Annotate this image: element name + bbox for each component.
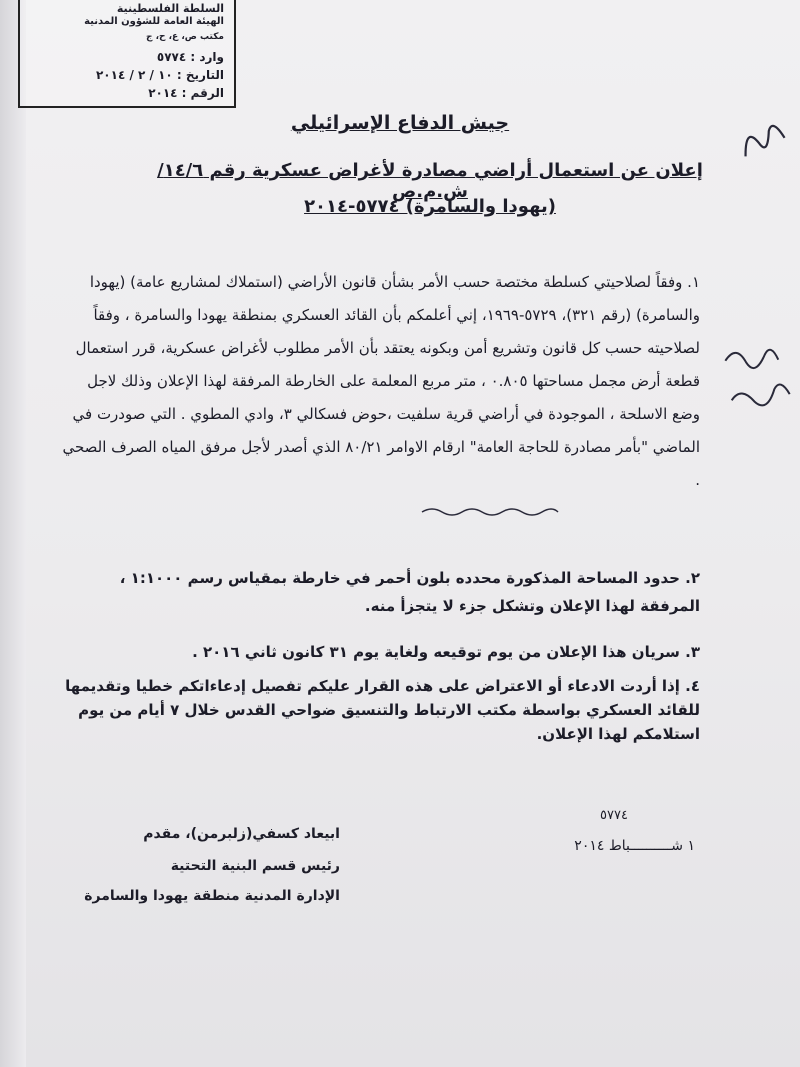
handwritten-margin-note-side [711, 329, 798, 432]
stamp-agency: الهيئة العامة للشؤون المدنية [84, 16, 224, 27]
stamp-number: الرقم : ٢٠١٤ [148, 86, 224, 100]
document-subject-line2: (يهودا والسامرة) ٥٧٧٤-٢٠١٤ [304, 196, 556, 217]
handwritten-margin-note-top [729, 106, 800, 177]
paragraph-3: ٣. سريان هذا الإعلان من يوم توقيعه ولغاية يوم ٣١ كانون ثاني ٢٠١٦ . [192, 643, 700, 661]
document-subject-line1: إعلان عن استعمال أراضي مصادرة لأغراض عسكرية رقم ١٤/٦/ ش.م.ص [157, 160, 703, 202]
stamp-authority: السلطة الفلسطينية [116, 2, 224, 15]
paragraph-1: ١. وفقاً لصلاحيتي كسلطة مختصة حسب الأمر بشأن قانون الأراضي (استملاك لمشاريع عامة) (يهودا والسامرة) (رقم ٣٢١)، ٥٧٢٩-١٩٦٩، إني أعلمكم بأن القائد العسكري بمنطقة يهودا والسامرة ، وفقاً لصلاحيته حسب كل قانون وتشريع أمن وبكونه يعتقد بأن الأمر مطلوب لأغراض عسكرية، قرر استعمال قطعة أرض مجمل مساحتها ٠.٨٠٥ ، متر مربع المعلمة على الخارطة المرفقة لهذا الإعلان وذلك لاجل وضع الاسلحة ، الموجودة في أراضي قرية سلفيت ،حوض فسكالي ٣، وادي المطوي . التي صودرت في الماضي "بأمر مصادرة للحاجة العامة" ارقام الاوامر ٨٠/٢١ الذي أصدر لأجل مرفق المياه الصرف الصحي . [62, 273, 700, 489]
handwritten-underline-mark [420, 504, 560, 520]
stamp-incoming: وارد : ٥٧٧٤ [156, 50, 224, 64]
paragraph-4: ٤. إذا أردت الادعاء أو الاعتراض على هذه القرار عليكم تفصيل إدعاءاتكم خطيا وتقديمها للقائد العسكري بواسطة مكتب الارتباط والتنسيق ضواحي القدس خلال ٧ أيام من يوم استلامكم لهذا الإعلان. [65, 677, 700, 743]
stamp-office: مكتب ص، ع، ح، ج [145, 32, 224, 42]
stamp-date: التاريخ : ١٠ / ٢ / ٢٠١٤ [95, 68, 224, 82]
paragraph-2: ٢. حدود المساحة المذكورة محدده بلون أحمر في خارطة بمقياس رسم ١:١٠٠٠ ، المرفقة لهذا الإعلان وتشكل جزء لا يتجزأ منه. [119, 569, 700, 615]
signer-organization: الإدارة المدنية منطقة يهودا والسامرة [84, 888, 340, 904]
reference-number: ٥٧٧٤ [600, 808, 628, 823]
document-title: جيش الدفاع الإسرائيلي [290, 112, 510, 134]
page-fold-shadow [0, 0, 26, 1067]
signature-date: ١ شــــــــــباط ٢٠١٤ [574, 838, 695, 854]
received-stamp [18, 0, 236, 108]
signer-name: ابيعاد كسفي(زلبرمن)، مقدم [143, 826, 340, 842]
signer-title: رئيس قسم البنية التحتية [170, 858, 340, 874]
